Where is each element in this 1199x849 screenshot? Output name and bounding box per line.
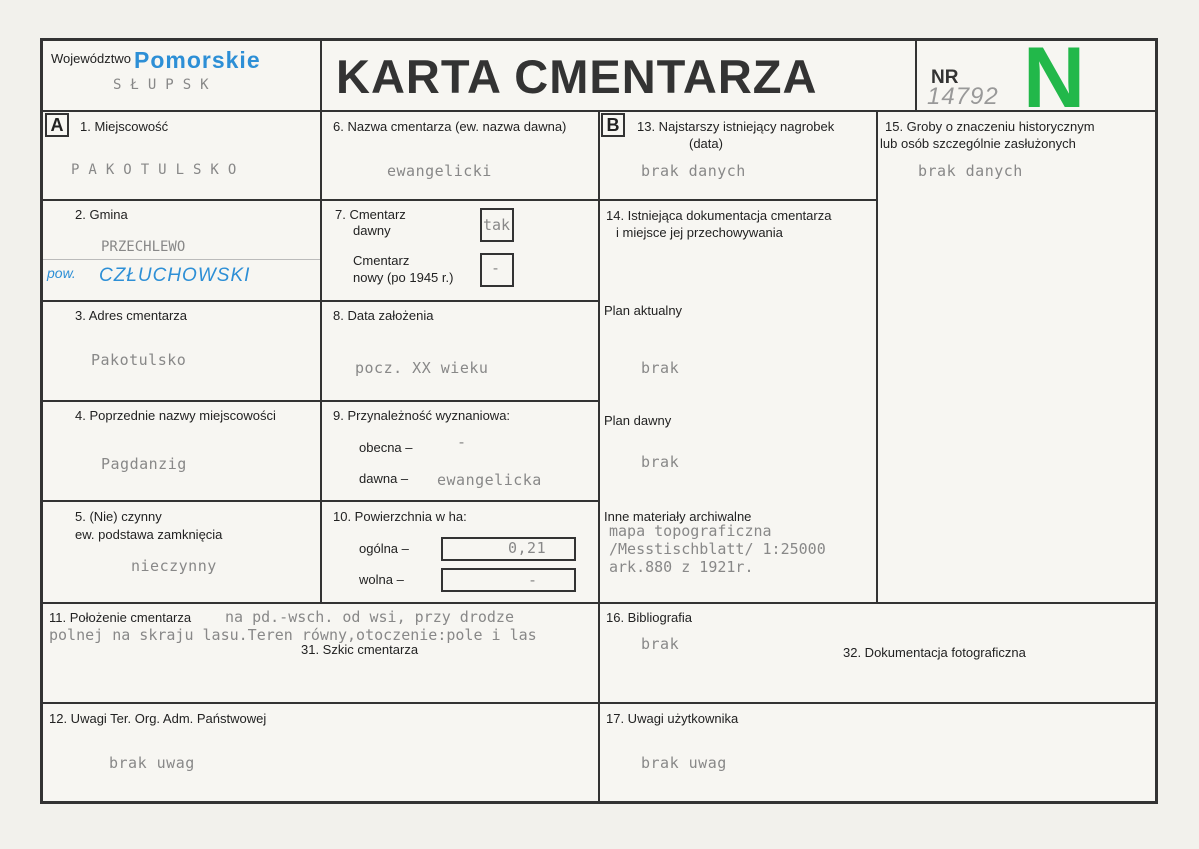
section-a-marker: A bbox=[45, 113, 69, 137]
field-31-label: 31. Szkic cmentarza bbox=[301, 642, 419, 657]
plan-dawny-value: brak bbox=[641, 453, 680, 471]
field-16-label: 16. Bibliografia bbox=[606, 610, 692, 625]
field-15-value: brak danych bbox=[918, 162, 1023, 180]
nr-value: 14792 bbox=[927, 83, 999, 110]
field-7-nowy-label: Cmentarz bbox=[353, 253, 410, 268]
field-15-label-sub: lub osób szczególnie zasłużonych bbox=[880, 136, 1076, 151]
guide-line bbox=[43, 259, 320, 260]
rule bbox=[915, 41, 917, 110]
rule bbox=[598, 110, 600, 804]
field-14-label: 14. Istniejąca dokumentacja cmentarza bbox=[606, 208, 832, 223]
field-12-value: brak uwag bbox=[109, 754, 195, 772]
field-10-wolna-label: wolna – bbox=[359, 572, 404, 587]
inne-materialy-line-2: /Messtischblatt/ 1:25000 bbox=[609, 540, 826, 558]
field-16-value: brak bbox=[641, 635, 680, 653]
field-1-label: 1. Miejscowość bbox=[80, 119, 169, 134]
field-17-value: brak uwag bbox=[641, 754, 727, 772]
field-10-wolna-box bbox=[441, 568, 576, 592]
field-9-dawna-value: ewangelicka bbox=[437, 471, 542, 489]
plan-dawny-label: Plan dawny bbox=[604, 413, 672, 428]
field-17-label: 17. Uwagi użytkownika bbox=[606, 711, 739, 726]
field-6-value: ewangelicki bbox=[387, 162, 492, 180]
rule bbox=[43, 702, 1155, 704]
field-15-label: 15. Groby o znaczeniu historycznym bbox=[885, 119, 1095, 134]
page-title: KARTA CMENTARZA bbox=[336, 50, 818, 103]
field-10-label: 10. Powierzchnia w ha: bbox=[333, 509, 467, 524]
rule bbox=[43, 199, 598, 201]
field-4-label: 4. Poprzednie nazwy miejscowości bbox=[75, 408, 276, 423]
field-4-value: Pagdanzig bbox=[101, 455, 187, 473]
field-7-dawny-sub: dawny bbox=[353, 223, 391, 238]
rule bbox=[43, 602, 1155, 604]
field-11-value-line-2: polnej na skraju lasu.Teren równy,otoczenie:pole i las bbox=[49, 626, 537, 644]
field-10-wolna-value: - bbox=[528, 571, 538, 589]
nr-label: NR bbox=[931, 67, 959, 88]
field-2-pow-value: CZŁUCHOWSKI bbox=[99, 265, 251, 286]
field-11-label: 11. Położenie cmentarza bbox=[49, 610, 192, 625]
field-9-obecna-label: obecna – bbox=[359, 440, 413, 455]
rule bbox=[43, 300, 598, 302]
field-32-label: 32. Dokumentacja fotograficzna bbox=[843, 645, 1026, 660]
plan-aktualny-value: brak bbox=[641, 359, 680, 377]
inne-materialy-label: Inne materiały archiwalne bbox=[604, 509, 752, 524]
field-7-dawny-label: 7. Cmentarz bbox=[335, 207, 406, 222]
wojewodztwo-value: Pomorskie bbox=[134, 47, 261, 73]
field-7-dawny-value: tak bbox=[483, 216, 511, 234]
field-14-label-sub: i miejsce jej przechowywania bbox=[616, 225, 783, 240]
plan-aktualny-label: Plan aktualny bbox=[604, 303, 683, 318]
field-9-label: 9. Przynależność wyznaniowa: bbox=[333, 408, 511, 423]
cemetery-card bbox=[40, 30, 1158, 804]
sublocation: SŁUPSK bbox=[113, 77, 218, 93]
field-5-label: 5. (Nie) czynny bbox=[75, 509, 162, 524]
field-7-nowy-value: - bbox=[491, 259, 501, 277]
rule bbox=[598, 199, 876, 201]
field-10-ogolna-value: 0,21 bbox=[508, 539, 547, 557]
rule bbox=[320, 41, 322, 603]
field-9-obecna-value: - bbox=[457, 433, 467, 451]
field-12-label: 12. Uwagi Ter. Org. Adm. Państwowej bbox=[49, 711, 267, 726]
inne-materialy-line-1: mapa topograficzna bbox=[609, 522, 772, 540]
wojewodztwo-label: Województwo bbox=[51, 51, 131, 66]
rule bbox=[43, 500, 598, 502]
rule bbox=[43, 400, 598, 402]
field-2-value: PRZECHLEWO bbox=[101, 239, 186, 255]
field-2-pow-prefix: pow. bbox=[47, 265, 76, 281]
field-5-value: nieczynny bbox=[131, 557, 217, 575]
inne-materialy-line-3: ark.880 z 1921r. bbox=[609, 558, 754, 576]
field-3-label: 3. Adres cmentarza bbox=[75, 308, 187, 323]
field-11-value-line-1: na pd.-wsch. od wsi, przy drodze bbox=[225, 608, 514, 626]
field-8-value: pocz. XX wieku bbox=[355, 359, 489, 377]
field-1-value: PAKOTULSKO bbox=[71, 162, 246, 178]
field-3-value: Pakotulsko bbox=[91, 351, 187, 369]
field-7-nowy-sub: nowy (po 1945 r.) bbox=[353, 270, 454, 285]
field-5-label-sub: ew. podstawa zamknięcia bbox=[75, 527, 223, 542]
field-6-label: 6. Nazwa cmentarza (ew. nazwa dawna) bbox=[333, 119, 567, 134]
field-2-label: 2. Gmina bbox=[75, 207, 128, 222]
field-13-label: 13. Najstarszy istniejący nagrobek bbox=[637, 119, 835, 134]
field-13-label-sub: (data) bbox=[689, 136, 723, 151]
field-9-dawna-label: dawna – bbox=[359, 471, 409, 486]
field-13-value: brak danych bbox=[641, 162, 746, 180]
section-b-marker: B bbox=[601, 113, 625, 137]
rule bbox=[876, 110, 878, 603]
nr-stamp: N bbox=[1023, 30, 1086, 126]
field-10-ogolna-label: ogólna – bbox=[359, 541, 409, 556]
field-8-label: 8. Data założenia bbox=[333, 308, 434, 323]
